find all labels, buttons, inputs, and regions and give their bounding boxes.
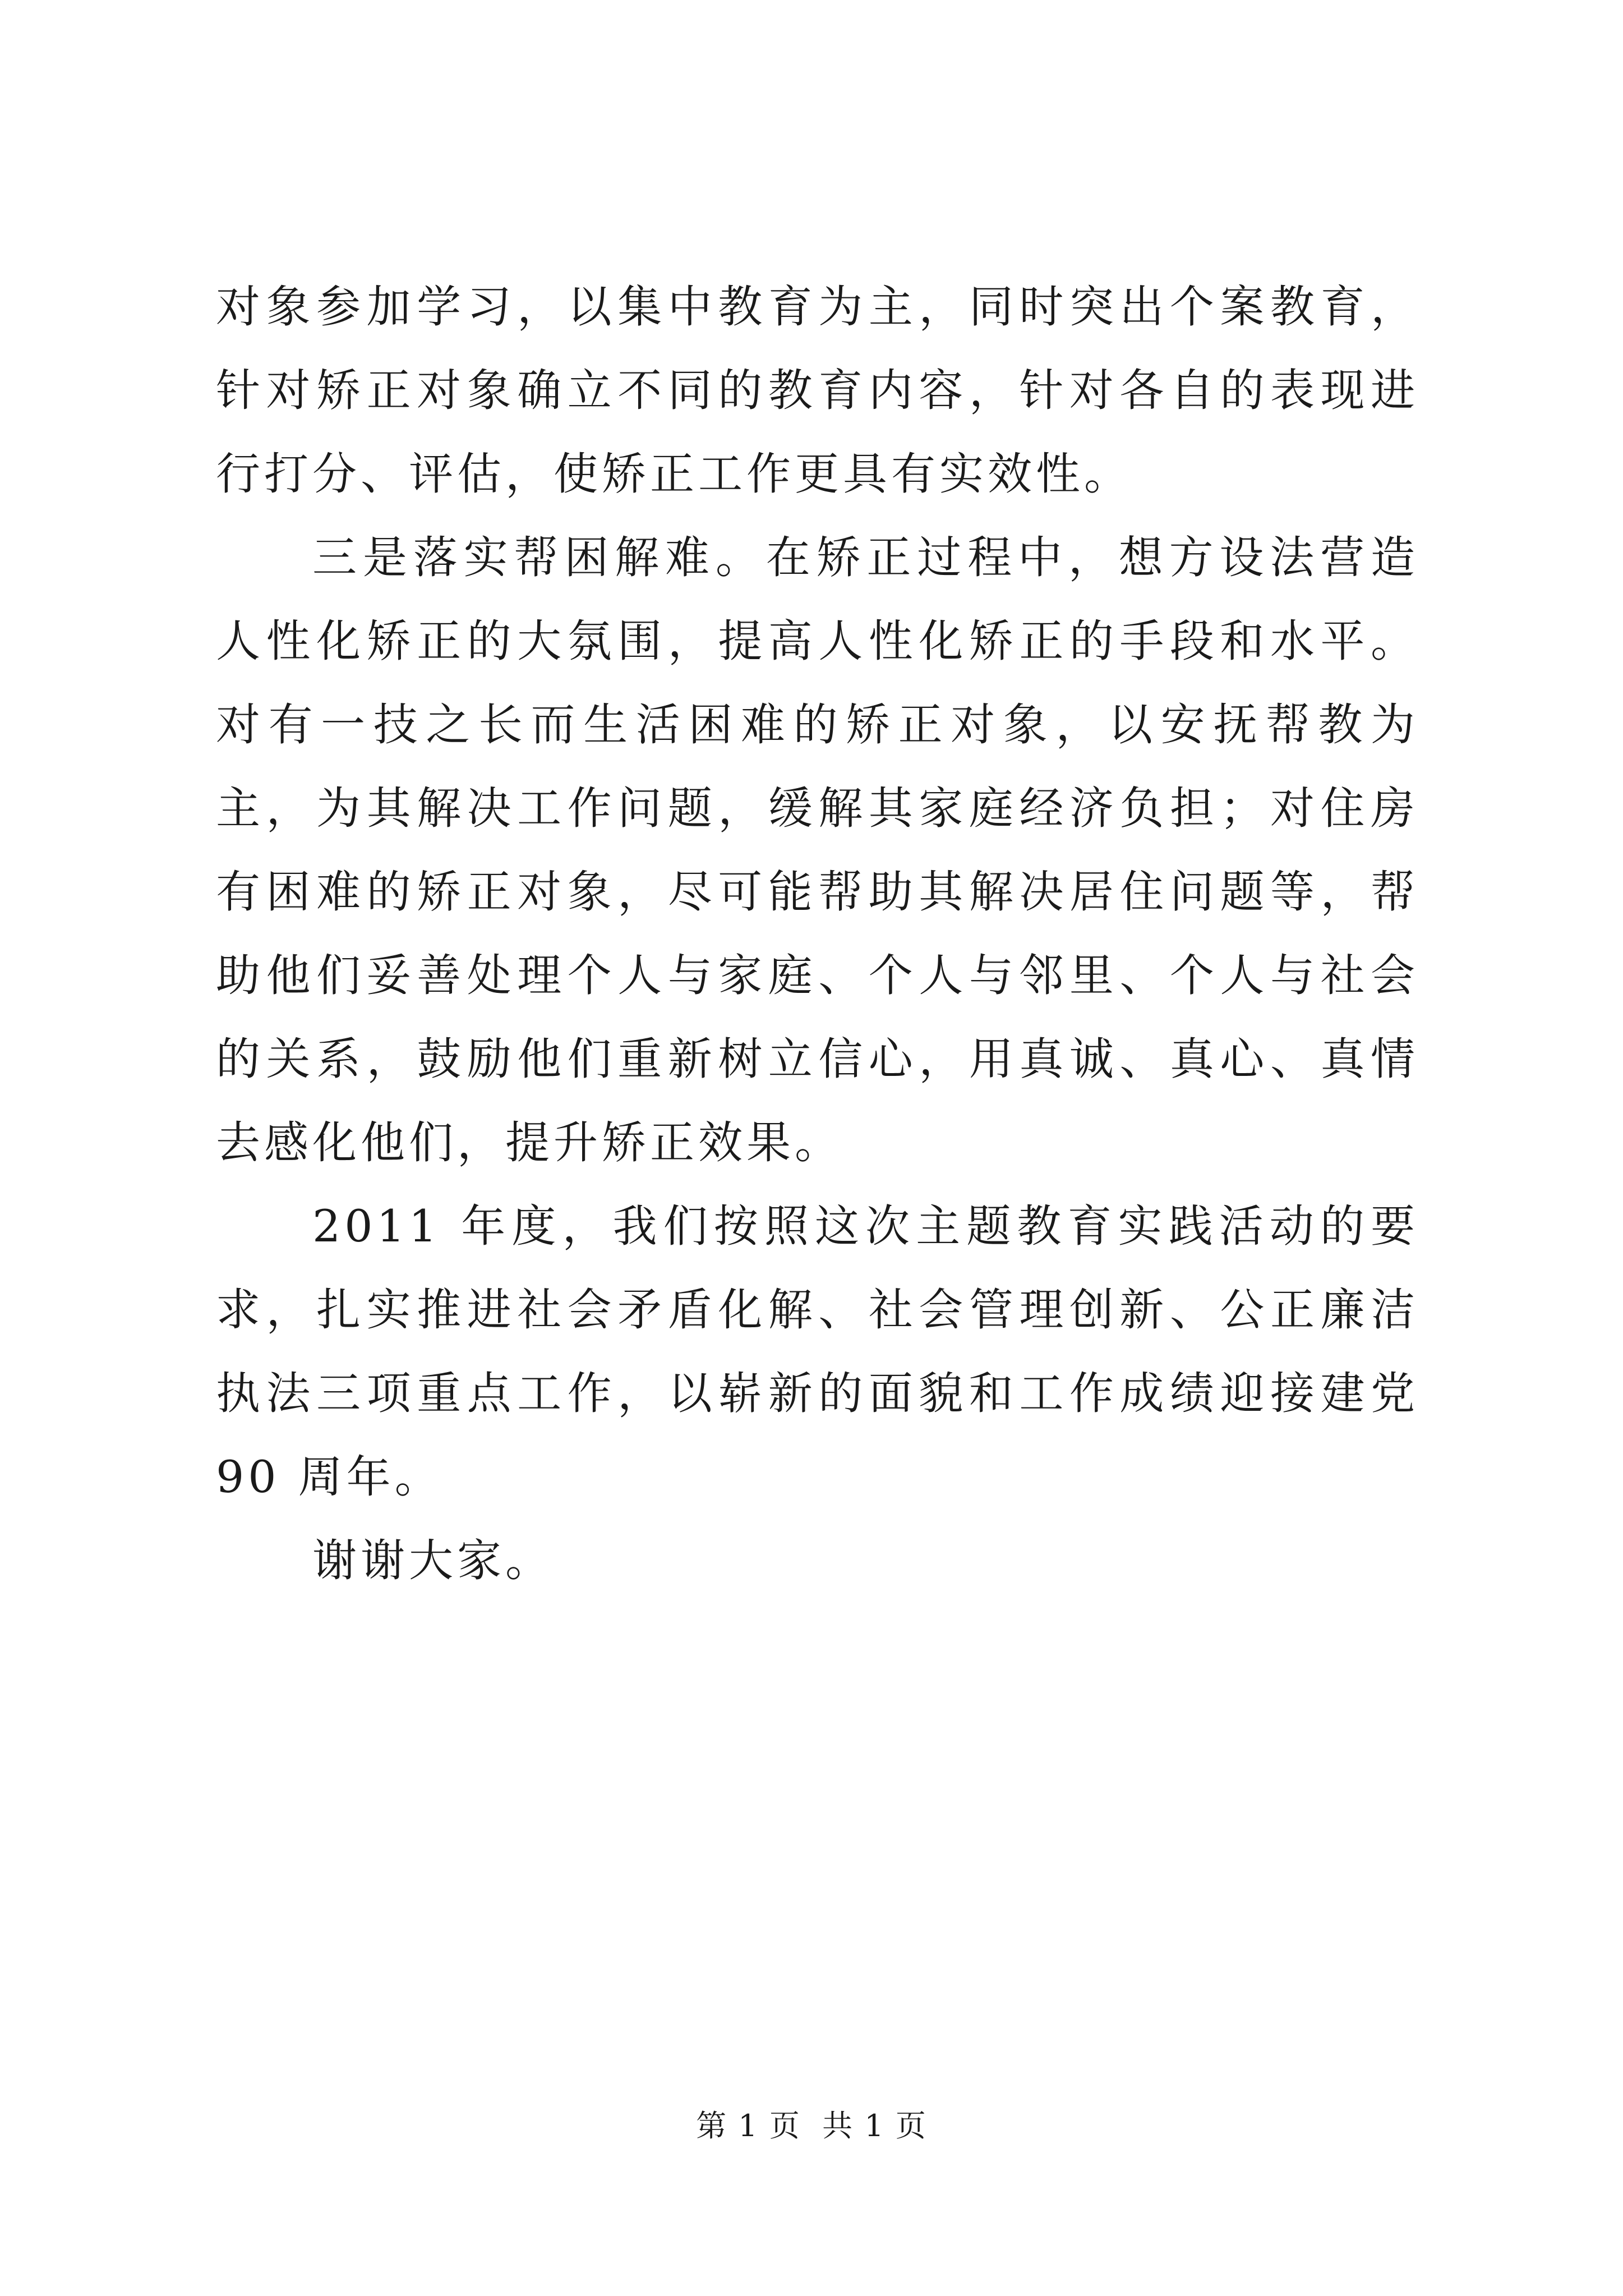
paragraph-continuation: 对象参加学习，以集中教育为主，同时突出个案教育，针对矫正对象确立不同的教育内容，针对各自的表现进行打分、评估，使矫正工作更具有实效性。: [216, 281, 1419, 500]
paragraph-thanks: 谢谢大家。: [312, 1535, 554, 1586]
document-body: [216, 265, 1419, 1603]
paragraph-assistance: 三是落实帮困解难。在矫正过程中，想方设法营造人性化矫正的大氛围，提高人性化矫正的手段和水平。对有一技之长而生活困难的矫正对象，以安抚帮教为主，为其解决工作问题，缓解其家庭经济负担；对住房有困难的矫正对象，尽可能帮助其解决居住问题等，帮助他们妥善处理个人与家庭、个人与邻里、个人与社会的关系，鼓励他们重新树立信心，用真诚、真心、真情去感化他们，提升矫正效果。: [216, 532, 1419, 1168]
paragraph-annual-plan: 2011 年度，我们按照这次主题教育实践活动的要求，扎实推进社会矛盾化解、社会管理创新、公正廉洁执法三项重点工作，以崭新的面貌和工作成绩迎接建党 90 周年。: [216, 1200, 1419, 1503]
page-footer: 第 1 页 共 1 页: [696, 2108, 927, 2143]
